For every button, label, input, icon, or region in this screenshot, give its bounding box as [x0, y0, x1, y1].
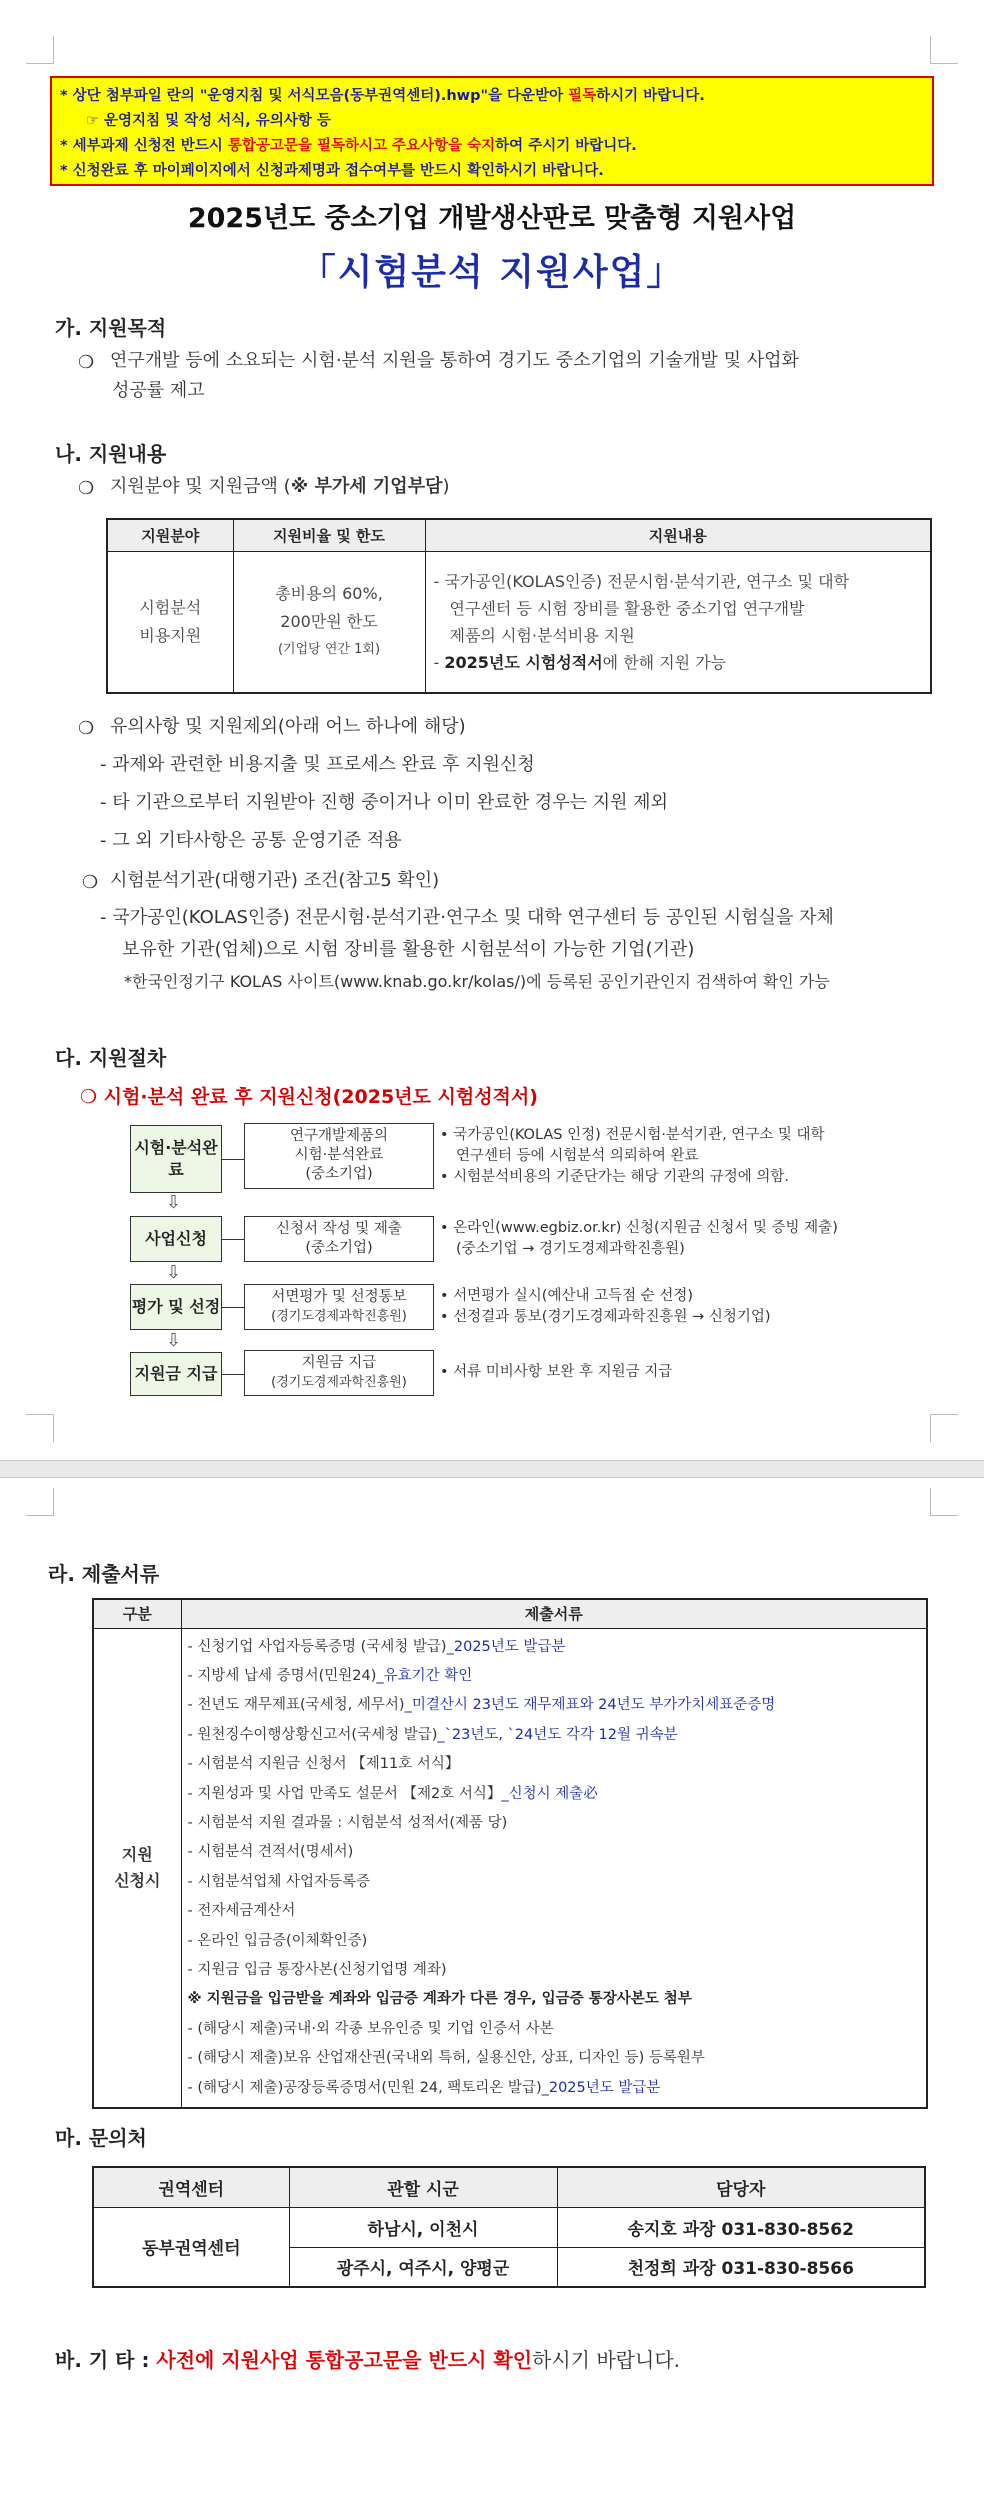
down-arrow-icon: ⇩ [166, 1330, 182, 1351]
process-step-box: 지원금 지급 [130, 1352, 222, 1396]
vat-note: ※ 부가세 기업부담 [290, 476, 443, 497]
document-item [188, 1780, 921, 1809]
notice-highlight: 통합공고문을 필독하시고 주요사항을 숙지 [227, 138, 496, 154]
table-header: 관할 시군 [289, 2167, 557, 2207]
table-header: 제출서류 [181, 1599, 927, 1628]
cell-text: (기업당 연간 1회) [277, 641, 381, 657]
contact-cell: 송지호 과장 031-830-8562 [557, 2207, 925, 2247]
detail-text: (경기도경제과학진흥원) [271, 1309, 407, 1324]
etc-highlight: 사전에 지원사업 통합공고문을 반드시 확인 [156, 2348, 533, 2372]
table-header: 지원내용 [425, 519, 931, 551]
bullet-icon: ❍ [78, 478, 95, 499]
document-text: ※ 지원금을 입금받을 계좌와 입금증 계좌가 다른 경우, 입금증 통장사본도 첨부 [187, 1991, 692, 2008]
process-detail-box [244, 1284, 434, 1330]
etc-note [55, 2344, 680, 2373]
notice-line: 하여 주시기 바랍니다. [495, 138, 637, 154]
document-item [188, 1927, 921, 1956]
document-text: - 전자세금계산서 [187, 1903, 296, 1920]
page-corner-mark [930, 1488, 958, 1516]
document-text: - 신청기업 사업자등록증명 (국세청 발급) [187, 1638, 447, 1655]
page-corner-mark [26, 1488, 54, 1516]
section-heading: 바. 기 타 : [55, 2348, 157, 2372]
section-heading: 마. 문의처 [55, 2126, 147, 2150]
connector-line [222, 1239, 244, 1240]
page-corner-mark [26, 1414, 54, 1442]
detail-text: 연구개발제품의 [289, 1128, 389, 1144]
cell-text: 지원 [121, 1844, 153, 1864]
desc-text: • 시험분석비용의 기준단가는 해당 기관의 규정에 의함. [440, 1169, 789, 1185]
page-break [0, 1460, 984, 1478]
table-header: 지원비율 및 한도 [233, 519, 425, 551]
notice-line: ☞ 운영지침 및 작성 서식, 유의사항 등 [86, 113, 331, 129]
connector-line [222, 1159, 244, 1160]
document-subtitle: 「시험분석 지원사업」 [299, 252, 685, 293]
document-text: - 지원금 입금 통장사본(신청기업명 계좌) [187, 1961, 447, 1978]
cell-text: - 국가공인(KOLAS인증) 전문시험·분석기관, 연구소 및 대학 [433, 571, 850, 591]
document-text: - (해당시 제출)공장등록증명서(민원 24, 팩토리온 발급) [187, 2079, 542, 2096]
down-arrow-icon: ⇩ [166, 1192, 182, 1213]
subsection-title: 유의사항 및 지원제외(아래 어느 하나에 해당) [110, 716, 466, 737]
table-header: 지원분야 [107, 519, 233, 551]
cell-text: 200만원 한도 [280, 611, 378, 631]
center-cell: 동부권역센터 [93, 2207, 289, 2287]
body-text: 성공률 제고 [112, 380, 205, 401]
body-text: 연구개발 등에 소요되는 시험·분석 지원을 통하여 경기도 중소기업의 기술개발 및 사업화 [110, 350, 799, 371]
document-text: - 원천징수이행상황신고서(국세청 발급) [187, 1726, 438, 1743]
notice-box [50, 76, 934, 186]
kolas-note: *한국인정기구 KOLAS 사이트(www.knab.go.kr/kolas/)에 등록된 공인기관인지 검색하여 확인 가능 [124, 972, 830, 991]
cell-text: 시험분석 [139, 597, 202, 617]
document-item [188, 2044, 921, 2073]
detail-text: 서면평가 및 선정통보 [271, 1289, 407, 1305]
document-item [188, 1662, 921, 1691]
document-title: 2025년도 중소기업 개발생산판로 맞춤형 지원사업 [187, 203, 797, 234]
page-corner-mark [930, 36, 958, 64]
desc-text: 연구센터 등에 시험분석 의뢰하여 완료 [456, 1148, 699, 1164]
down-arrow-icon: ⇩ [166, 1262, 182, 1283]
detail-text: (중소기업) [305, 1240, 373, 1256]
document-item [188, 2015, 921, 2044]
process-description [440, 1286, 930, 1328]
detail-text: 지원금 지급 [301, 1355, 377, 1371]
process-step-box: 사업신청 [130, 1216, 222, 1262]
connector-line [222, 1374, 244, 1375]
list-item: - 그 외 기타사항은 공통 운영기준 적용 [100, 830, 402, 851]
detail-text: (경기도경제과학진흥원) [271, 1375, 407, 1390]
page-corner-mark [26, 36, 54, 64]
area-cell: 하남시, 이천시 [289, 2207, 557, 2247]
bullet-icon: ❍ [78, 352, 95, 373]
process-description [440, 1125, 930, 1188]
document-text: - 시험분석 지원 결과물 : 시험분석 성적서(제품 당) [187, 1814, 508, 1831]
table-header: 권역센터 [93, 2167, 289, 2207]
cell-text: 제품의 시험·분석비용 지원 [449, 625, 635, 645]
process-description [440, 1362, 930, 1383]
document-item [188, 1868, 921, 1897]
subsection-title [110, 472, 449, 502]
document-note: _신청시 제출必 [501, 1785, 598, 1802]
document-item [188, 1809, 921, 1838]
document-text: - 지방세 납세 증명서(민원24) [187, 1667, 377, 1684]
detail-text: (중소기업) [305, 1166, 373, 1182]
document-text: - 전년도 재무제표(국세청, 세무서) [187, 1697, 405, 1714]
contact-cell: 천정희 과장 031-830-8566 [557, 2247, 925, 2287]
agency-condition [100, 902, 930, 998]
desc-text: • 서류 미비사항 보완 후 지원금 지급 [440, 1364, 673, 1380]
list-item: - 타 기관으로부터 지원받아 진행 중이거나 이미 완료한 경우는 지원 제외 [100, 792, 668, 813]
document-note: _2025년도 발급분 [541, 2079, 661, 2096]
document-text: - 시험분석업체 사업자등록증 [187, 1873, 371, 1890]
process-detail-box [244, 1216, 434, 1262]
list-item: - 과제와 관련한 비용지출 및 프로세스 완료 후 지원신청 [100, 754, 535, 775]
document-text: - 온라인 입금증(이체확인증) [187, 1932, 368, 1949]
body-text: - 국가공인(KOLAS인증) 전문시험·분석기관·연구소 및 대학 연구센터 등 공인된 시험실을 자체 [100, 907, 834, 928]
document-note: _2025년도 발급분 [446, 1638, 566, 1655]
etc-text: 하시기 바랍니다. [532, 2348, 681, 2372]
bullet-icon: ❍ [82, 872, 99, 893]
document-item [188, 1633, 921, 1662]
contact-table [92, 2166, 926, 2288]
document-text: - 시험분석 견적서(명세서) [187, 1844, 354, 1861]
document-text: - 지원성과 및 사업 만족도 설문서 【제2호 서식】 [187, 1785, 502, 1802]
document-note: _`23년도, `24년도 각각 12월 귀속분 [437, 1726, 678, 1743]
document-list [181, 1628, 927, 2108]
document-item [188, 1750, 921, 1779]
exclusion-list [100, 746, 668, 860]
notice-line: * 상단 첨부파일 란의 "운영지침 및 서식모음(동부권역센터).hwp"을 다운받아 [60, 88, 569, 104]
document-note: _유효기간 확인 [376, 1667, 473, 1684]
document-item [188, 2074, 921, 2103]
notice-highlight: 필독 [568, 88, 597, 104]
support-content-cell [425, 551, 931, 693]
cell-text: 총비용의 60%, [275, 583, 383, 603]
desc-text: (중소기업 → 경기도경제과학진흥원) [456, 1241, 685, 1257]
bullet-icon: ❍ [78, 718, 95, 739]
desc-text: • 온라인(www.egbiz.or.kr) 신청(지원금 신청서 및 증빙 제출) [440, 1220, 838, 1236]
section-heading: 다. 지원절차 [55, 1046, 167, 1070]
document-note: _미결산시 23년도 재무제표와 24년도 부가가치세표준증명 [404, 1697, 776, 1714]
document-item [188, 1838, 921, 1867]
category-cell [93, 1628, 181, 2108]
document-item [188, 1956, 921, 1985]
cell-text: 에 한해 지원 가능 [602, 652, 727, 672]
support-ratio-cell [233, 551, 425, 693]
desc-text: • 국가공인(KOLAS 인정) 전문시험·분석기관, 연구소 및 대학 [440, 1127, 825, 1143]
detail-text: 시험·분석완료 [294, 1147, 384, 1163]
process-description [440, 1218, 930, 1260]
subsection-text: ) [442, 476, 450, 497]
connector-line [222, 1307, 244, 1308]
desc-text: • 선정결과 통보(경기도경제과학진흥원 → 신청기업) [440, 1309, 771, 1325]
process-step-box: 시험·분석완료 [130, 1125, 222, 1193]
process-step-box: 평가 및 선정 [130, 1284, 222, 1330]
document-item [188, 1691, 921, 1720]
section-heading: 가. 지원목적 [55, 316, 167, 340]
body-text: 보유한 기관(업체)으로 시험 장비를 활용한 시험분석이 가능한 기업(기관) [122, 939, 695, 960]
document-text: - 시험분석 지원금 신청서 【제11호 서식】 [187, 1756, 460, 1773]
document-item [188, 1721, 921, 1750]
table-header: 담당자 [557, 2167, 925, 2207]
support-content-table [106, 518, 932, 694]
detail-text: 신청서 작성 및 제출 [276, 1221, 402, 1237]
cell-text: 연구센터 등 시험 장비를 활용한 중소기업 연구개발 [449, 598, 805, 618]
notice-line: 하시기 바랍니다. [596, 88, 705, 104]
subsection-title: 시험분석기관(대행기관) 조건(참고5 확인) [110, 870, 440, 891]
procedure-highlight: ❍ 시험·분석 완료 후 지원신청(2025년도 시험성적서) [80, 1086, 538, 1108]
section-heading: 라. 제출서류 [48, 1562, 160, 1586]
support-field-cell [107, 551, 233, 693]
area-cell: 광주시, 여주시, 양평군 [289, 2247, 557, 2287]
document-item [188, 1985, 921, 2014]
cell-text: 신청시 [114, 1870, 161, 1890]
documents-table [92, 1598, 928, 2109]
notice-line: * 세부과제 신청전 반드시 [60, 138, 228, 154]
page-corner-mark [930, 1414, 958, 1442]
document-item [188, 1897, 921, 1926]
document-text: - (해당시 제출)국내·외 각종 보유인증 및 기업 인증서 사본 [187, 2020, 554, 2037]
cell-text: - [433, 652, 445, 672]
cell-text: 비용지원 [139, 625, 202, 645]
section-heading: 나. 지원내용 [55, 442, 167, 466]
process-detail-box [244, 1350, 434, 1396]
subsection-text: 지원분야 및 지원금액 ( [110, 476, 291, 497]
table-header: 구분 [93, 1599, 181, 1628]
notice-line: * 신청완료 후 마이페이지에서 신청과제명과 접수여부를 반드시 확인하시기 바랍니다. [60, 163, 604, 179]
document-text: - (해당시 제출)보유 산업재산권(국내외 특허, 실용신안, 상표, 디자인 등) 등록원부 [187, 2050, 705, 2067]
process-detail-box [244, 1123, 434, 1189]
cell-text: 2025년도 시험성적서 [444, 652, 603, 672]
desc-text: • 서면평가 실시(예산내 고득점 순 선정) [440, 1288, 694, 1304]
